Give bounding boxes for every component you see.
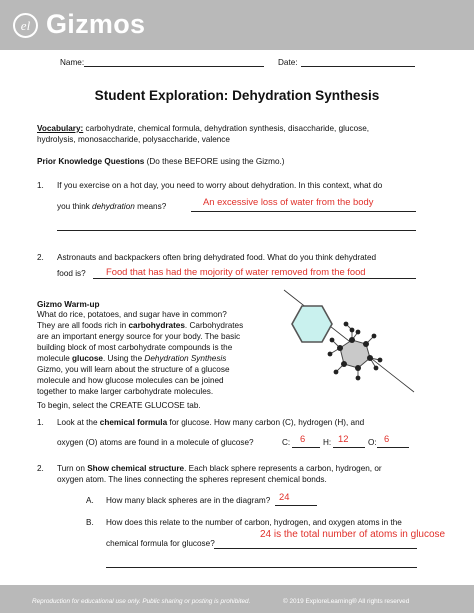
warmup-line5 <box>37 353 226 364</box>
w1-line1 <box>57 417 364 428</box>
w2-line2: oxygen atom. The lines connecting the spheres represent chemical bonds. <box>57 475 327 484</box>
hydrogen-answer[interactable]: 12 <box>338 433 349 444</box>
hydrogen-label: H: <box>323 438 332 447</box>
carbon-label: C: <box>282 438 291 447</box>
w2b-answer[interactable]: 24 is the total number of atoms in glucose <box>260 529 446 540</box>
hydrogen-answer-line[interactable] <box>333 447 365 448</box>
footer-reproduction-notice: Reproduction for educational use only. Public sharing or posting is prohibited. <box>32 598 251 605</box>
name-line[interactable] <box>84 66 264 67</box>
vocabulary-terms-2: hydrolysis, monosaccharide, polysaccharide, valence <box>37 135 230 144</box>
vocabulary-label: Vocabulary: <box>37 124 84 133</box>
q1-text-line2 <box>57 201 166 212</box>
q2-answer-line[interactable] <box>93 278 416 279</box>
q1-answer-line[interactable] <box>191 211 416 212</box>
w2-line1-pre: Turn on <box>57 464 88 473</box>
w1-line2: oxygen (O) atoms are found in a molecule of glucose? <box>57 438 254 447</box>
q2-text-line2: food is? <box>57 269 86 278</box>
w2a-answer[interactable]: 24 <box>279 491 290 502</box>
oxygen-answer-line[interactable] <box>377 447 409 448</box>
name-label: Name: <box>60 58 85 67</box>
q2-answer[interactable]: Food that has had the mojority of water removed from the food <box>106 266 366 277</box>
prior-knowledge-note: (Do these BEFORE using the Gizmo.) <box>144 157 285 166</box>
q1-text-line1: If you exercise on a hot day, you need to worry about dehydration. In this context, what do <box>57 181 383 190</box>
warmup-line5-pre: molecule <box>37 354 73 363</box>
prior-knowledge-heading: Prior Knowledge Questions <box>37 157 145 166</box>
w1-line1-pre: Look at the <box>57 418 100 427</box>
warmup-line2 <box>37 320 243 331</box>
warmup-line2-post: . Carbohydrates <box>184 321 244 330</box>
q1-text-italic: dehydration <box>92 202 135 211</box>
q1-text-pre: you think <box>57 202 93 211</box>
w2-line1-post: . Each black sphere represents a carbon, hydrogen, or <box>184 464 382 473</box>
glucose-term: glucose <box>72 354 103 363</box>
footer-banner <box>0 585 474 613</box>
warmup-line8: together to make larger carbohydrate molecules. <box>37 387 214 396</box>
glucose-hexagon-simple-icon <box>292 306 332 342</box>
gizmo-name: Dehydration Synthesis <box>144 354 227 363</box>
warmup-line4: building block of most carbohydrate compounds is the <box>37 343 233 352</box>
w2b-line1: How does this relate to the number of carbon, hydrogen, and oxygen atoms in the <box>106 518 402 527</box>
warmup-line2-pre: They are all foods rich in <box>37 321 129 330</box>
warmup-begin-instruction: To begin, select the CREATE GLUCOSE tab. <box>37 401 201 410</box>
w2-number: 2. <box>37 464 44 473</box>
w2b-label: B. <box>86 518 94 527</box>
w2a-answer-line[interactable] <box>275 505 317 506</box>
brand-name: Gizmos <box>46 9 146 39</box>
date-label: Date: <box>278 58 298 67</box>
q1-answer-line-2[interactable] <box>57 230 416 231</box>
w2b-answer-line-2[interactable] <box>106 567 417 568</box>
show-chemical-structure-term: Show chemical structure <box>87 464 185 473</box>
warmup-line3: are an important energy source for your body. The basic <box>37 332 241 341</box>
vocabulary-line1 <box>37 123 369 134</box>
w1-number: 1. <box>37 418 44 427</box>
warmup-line7: molecule and how glucose molecules can be joined <box>37 376 224 385</box>
warmup-line5-mid: . Using the <box>103 354 145 363</box>
warmup-line6: Gizmo, you will learn about the structure of a glucose <box>37 365 230 374</box>
date-line[interactable] <box>301 66 415 67</box>
warmup-line1: What do rice, potatoes, and sugar have in common? <box>37 310 227 319</box>
explorelearning-logo-icon: el <box>13 13 38 38</box>
carbon-answer-line[interactable] <box>292 447 320 448</box>
w2-line1 <box>57 463 382 474</box>
q2-number: 2. <box>37 253 44 262</box>
q1-number: 1. <box>37 181 44 190</box>
w2b-answer-line[interactable] <box>214 548 417 549</box>
w2b-line2: chemical formula for glucose? <box>106 539 215 548</box>
vocabulary-terms-1: carbohydrate, chemical formula, dehydration synthesis, disaccharide, glucose, <box>83 124 370 133</box>
carbon-answer[interactable]: 6 <box>300 433 306 444</box>
glucose-molecule-illustration <box>278 280 418 398</box>
oxygen-answer[interactable]: 6 <box>384 433 390 444</box>
w2a-label: A. <box>86 496 94 505</box>
gizmos-header-banner <box>0 0 474 50</box>
carbohydrates-term: carbohydrates <box>128 321 185 330</box>
w2a-text: How many black spheres are in the diagram? <box>106 496 271 505</box>
prior-knowledge-header <box>37 156 285 167</box>
w1-line1-post: for glucose. How many carbon (C), hydrogen (H), and <box>167 418 365 427</box>
oxygen-label: O: <box>368 438 377 447</box>
chemical-formula-term: chemical formula <box>99 418 168 427</box>
q1-text-post: means? <box>134 202 167 211</box>
q1-answer[interactable]: An excessive loss of water from the body <box>203 196 374 207</box>
footer-copyright: © 2019 ExploreLearning® All rights reserved <box>283 598 410 605</box>
q2-text-line1: Astronauts and backpackers often bring dehydrated food. What do you think dehydrated <box>57 253 377 262</box>
page-title: Student Exploration: Dehydration Synthesis <box>94 88 380 103</box>
warmup-heading: Gizmo Warm-up <box>37 300 100 309</box>
